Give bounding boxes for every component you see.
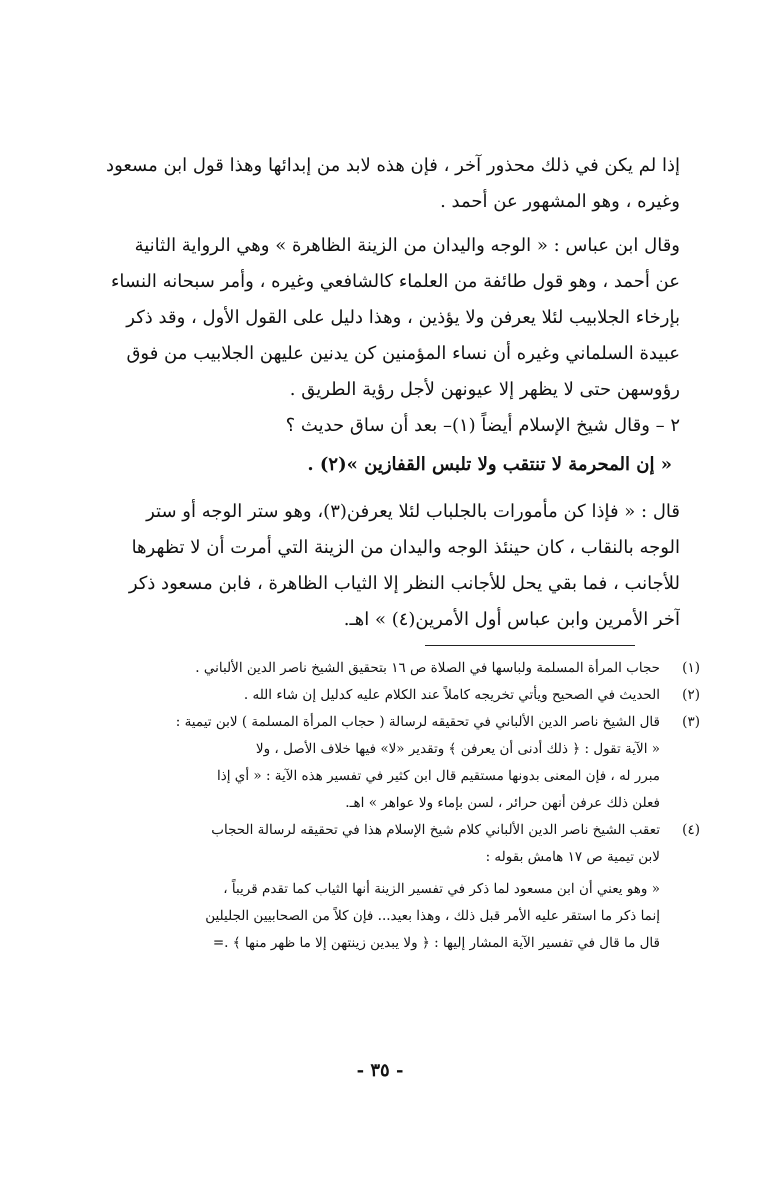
footnote-line: حجاب المرأة المسلمة ولباسها في الصلاة ص ١٦ بتحقيق الشيخ ناصر الدين الألباني .: [195, 660, 660, 676]
text-line: رؤوسهن حتى لا يظهر إلا عيونهن لأجل رؤية الطريق .: [289, 379, 680, 400]
footnote-line: قال الشيخ ناصر الدين الألباني في تحقيقه لرسالة ( حجاب المرأة المسلمة ) لابن تيمية :: [175, 714, 660, 730]
footnote-number: (٤): [682, 822, 700, 838]
footnote-line: « الآية تقول : ﴿ ذلك أدنى أن يعرفن ﴾ وتقدير «لا» فيها خلاف الأصل ، ولا: [255, 741, 660, 757]
footnote-number: (٢): [682, 687, 700, 703]
footnote-quote: [80, 876, 660, 957]
main-text: [80, 148, 680, 638]
footnote-line: تعقب الشيخ ناصر الدين الألباني كلام شيخ الإسلام هذا في تحقيقه لرسالة الحجاب: [211, 822, 660, 838]
footnote-number: (١): [682, 660, 700, 676]
text-line: الوجه بالنقاب ، كان حينئذ الوجه واليدان من الزينة التي أمرت أن لا تظهرها: [131, 537, 680, 558]
footnote-line: قال ما قال في تفسير الآية المشار إليها : ﴿ ولا يبدين زينتهن إلا ما ظهر منها ﴾ .=: [212, 935, 660, 951]
text-line: إذا لم يكن في ذلك محذور آخر ، فإن هذه لابد من إبدائها وهذا قول ابن مسعود: [106, 155, 680, 176]
footnote: [80, 682, 700, 709]
footnotes: [80, 655, 700, 957]
footnote-line: لابن تيمية ص ١٧ هامش بقوله :: [485, 849, 660, 865]
text-line: عبيدة السلماني وغيره أن نساء المؤمنين كن يدنين عليهن الجلابيب من فوق: [126, 343, 680, 364]
text-line: قال : « فإذا كن مأمورات بالجلباب لئلا يعرفن(٣)، وهو ستر الوجه أو ستر: [146, 501, 680, 522]
footnote: [80, 709, 700, 817]
page-number: - ٣٥ -: [356, 1060, 404, 1081]
footnote-divider: [425, 645, 635, 646]
text-line: وقال ابن عباس : « الوجه واليدان من الزينة الظاهرة » وهي الرواية الثانية: [134, 235, 680, 256]
text-line: عن أحمد ، وهو قول طائفة من العلماء كالشافعي وغيره ، وأمر سبحانه النساء: [110, 271, 680, 292]
footnote-line: مبرر له ، فإن المعنى بدونها مستقيم قال ابن كثير في تفسير هذه الآية : « أي إذا: [216, 768, 660, 784]
text-line: بإرخاء الجلابيب لئلا يعرفن ولا يؤذين ، وهذا دليل على القول الأول ، وقد ذكر: [126, 307, 680, 328]
footnote-number: (٣): [682, 714, 700, 730]
footnote-line: « وهو يعني أن ابن مسعود لما ذكر في تفسير الزينة أنها الثياب كما تقدم قريباً ،: [223, 881, 660, 897]
footnote-line: إنما ذكر ما استقر عليه الأمر قبل ذلك ، وهذا بعيد... فإن كلاً من الصحابيين الجليلين: [205, 908, 660, 924]
hadith-quote: « إن المحرمة لا تنتقب ولا تلبس القفازين »(٢) .: [307, 454, 672, 475]
text-line: آخر الأمرين وابن عباس أول الأمرين(٤) » اهـ.: [343, 609, 680, 630]
text-line: للأجانب ، فما بقي يحل للأجانب النظر إلا الثياب الظاهرة ، فابن مسعود ذكر: [128, 573, 680, 594]
footnote: [80, 655, 700, 682]
text-line: وغيره ، وهو المشهور عن أحمد .: [440, 191, 680, 212]
footnote-line: فعلن ذلك عرفن أنهن حرائر ، لسن بإماء ولا عواهر » اهـ.: [345, 795, 660, 811]
text-line: ٢ – وقال شيخ الإسلام أيضاً (١)– بعد أن ساق حديث ؟: [285, 415, 680, 436]
footnote: [80, 817, 700, 871]
footnote-line: الحديث في الصحيح ويأتي تخريجه كاملاً عند الكلام عليه كدليل إن شاء الله .: [243, 687, 660, 703]
